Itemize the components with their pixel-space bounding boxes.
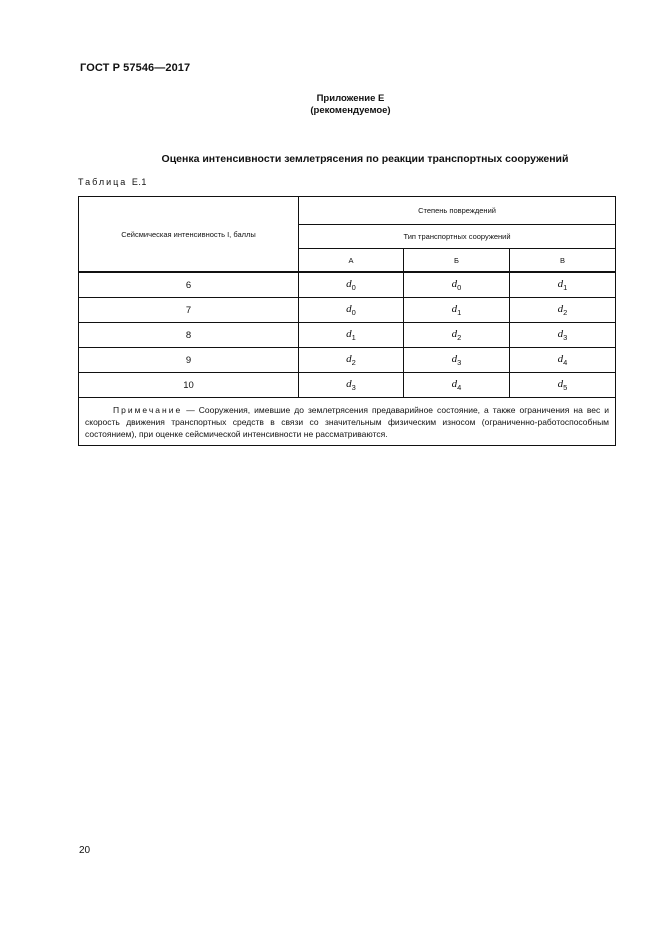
damage-cell: $d_3$ — [510, 323, 616, 348]
damage-cell: $d_2$ — [510, 298, 616, 323]
intensity-cell: 10 — [79, 373, 299, 398]
damage-cell: $d_3$ — [404, 348, 510, 373]
damage-cell: $d_2$ — [404, 323, 510, 348]
damage-cell: $d_1$ — [299, 323, 404, 348]
table-row — [79, 373, 616, 398]
appendix-subtitle: (рекомендуемое) — [310, 105, 391, 116]
table-row — [79, 298, 616, 323]
damage-cell: $d_2$ — [299, 348, 404, 373]
note-text: — Сооружения, имевшие до землетрясения предаварийное состояние, а также ограничения на вес и скорость движения транспортных средств в связи со значительным физическим износом (ограниченно-работоспособным состоянием), при оценке сейсмической интенсивности не рассматриваются. — [85, 405, 610, 439]
damage-cell: $d_3$ — [299, 373, 404, 398]
header-structure-type: Тип транспортных сооружений — [299, 225, 616, 249]
header-type-b: Б — [404, 249, 510, 273]
table-caption-word: Таблица — [78, 177, 128, 187]
table-row — [79, 348, 616, 373]
intensity-table — [78, 196, 616, 446]
document-code: ГОСТ Р 57546—2017 — [80, 62, 191, 74]
table-caption-number: Е.1 — [131, 177, 147, 187]
damage-cell: $d_1$ — [510, 272, 616, 298]
header-intensity-label: Сейсмическая интенсивность I, баллы — [121, 229, 256, 239]
damage-cell: $d_0$ — [299, 272, 404, 298]
intensity-cell: 6 — [79, 272, 299, 298]
table-caption — [78, 177, 147, 187]
table-body — [79, 272, 616, 446]
note-label: Примечание — [113, 405, 183, 415]
damage-cell: $d_1$ — [404, 298, 510, 323]
damage-cell: $d_5$ — [510, 373, 616, 398]
damage-cell: $d_0$ — [299, 298, 404, 323]
header-type-v: В — [510, 249, 616, 273]
table-note — [79, 398, 616, 446]
page-number: 20 — [79, 845, 91, 856]
note-row — [79, 398, 616, 446]
header-damage-degree: Степень повреждений — [299, 197, 616, 225]
header-type-a: А — [299, 249, 404, 273]
damage-cell: $d_0$ — [404, 272, 510, 298]
table-row — [79, 272, 616, 298]
damage-cell: $d_4$ — [510, 348, 616, 373]
damage-cell: $d_4$ — [404, 373, 510, 398]
appendix-title: Приложение Е — [316, 93, 385, 104]
intensity-cell: 7 — [79, 298, 299, 323]
table-row — [79, 323, 616, 348]
header-intensity — [79, 197, 299, 273]
intensity-cell: 9 — [79, 348, 299, 373]
section-title: Оценка интенсивности землетрясения по реакции транспортных сооружений — [161, 153, 569, 165]
intensity-cell: 8 — [79, 323, 299, 348]
